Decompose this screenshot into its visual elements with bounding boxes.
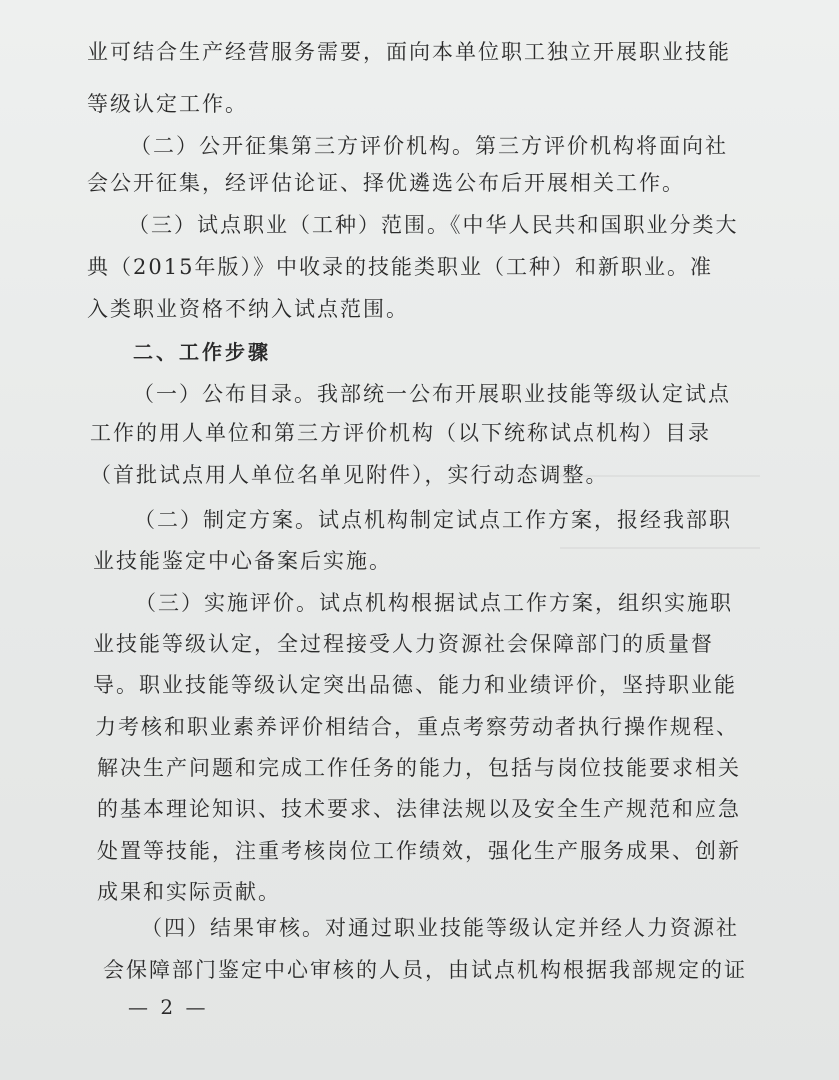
text-line: 业可结合生产经营服务需要，面向本单位职工独立开展职业技能 <box>87 40 731 64</box>
text-line: 的基本理论知识、技术要求、法律法规以及安全生产规范和应急 <box>97 797 741 821</box>
text-line: 解决生产问题和完成工作任务的能力，包括与岗位技能要求相关 <box>97 756 741 780</box>
text-line: （四）结果审核。对通过职业技能等级认定并经人力资源社 <box>141 916 739 940</box>
text-line: 会保障部门鉴定中心审核的人员，由试点机构根据我部规定的证 <box>103 958 747 982</box>
text-line: 导。职业技能等级认定突出品德、能力和业绩评价，坚持职业能 <box>93 673 737 697</box>
text-line: 成果和实际贡献。 <box>97 880 281 904</box>
text-line: （三）实施评价。试点机构根据试点工作方案，组织实施职 <box>135 591 733 615</box>
text-line: （三）试点职业（工种）范围。《中华人民共和国职业分类大 <box>128 213 739 237</box>
text-line: （一）公布目录。我部统一公布开展职业技能等级认定试点 <box>133 382 731 406</box>
section-heading: 二、工作步骤 <box>133 340 271 364</box>
text-line: （二）公开征集第三方评价机构。第三方评价机构将面向社 <box>130 134 728 158</box>
text-line: 力考核和职业素养评价相结合，重点考察劳动者执行操作规程、 <box>95 715 739 739</box>
text-line: （首批试点用人单位名单见附件），实行动态调整。 <box>90 463 609 487</box>
text-line: 业技能等级认定，全过程接受人力资源社会保障部门的质量督 <box>93 632 714 656</box>
text-line: （二）制定方案。试点机构制定试点工作方案，报经我部职 <box>134 508 732 532</box>
text-line: 入类职业资格不纳入试点范围。 <box>87 297 409 321</box>
text-line: 等级认定工作。 <box>87 92 248 116</box>
text-line: 工作的用人单位和第三方评价机构（以下统称试点机构）目录 <box>90 421 711 445</box>
text-line: 业技能鉴定中心备案后实施。 <box>93 549 392 573</box>
text-line: 典（2015年版）》中收录的技能类职业（工种）和新职业。准 <box>87 255 713 279</box>
text-line: 会公开征集，经评估论证、择优遴选公布后开展相关工作。 <box>87 171 685 195</box>
page-number: — 2 — <box>128 995 209 1019</box>
text-line: 处置等技能，注重考核岗位工作绩效，强化生产服务成果、创新 <box>97 839 741 863</box>
